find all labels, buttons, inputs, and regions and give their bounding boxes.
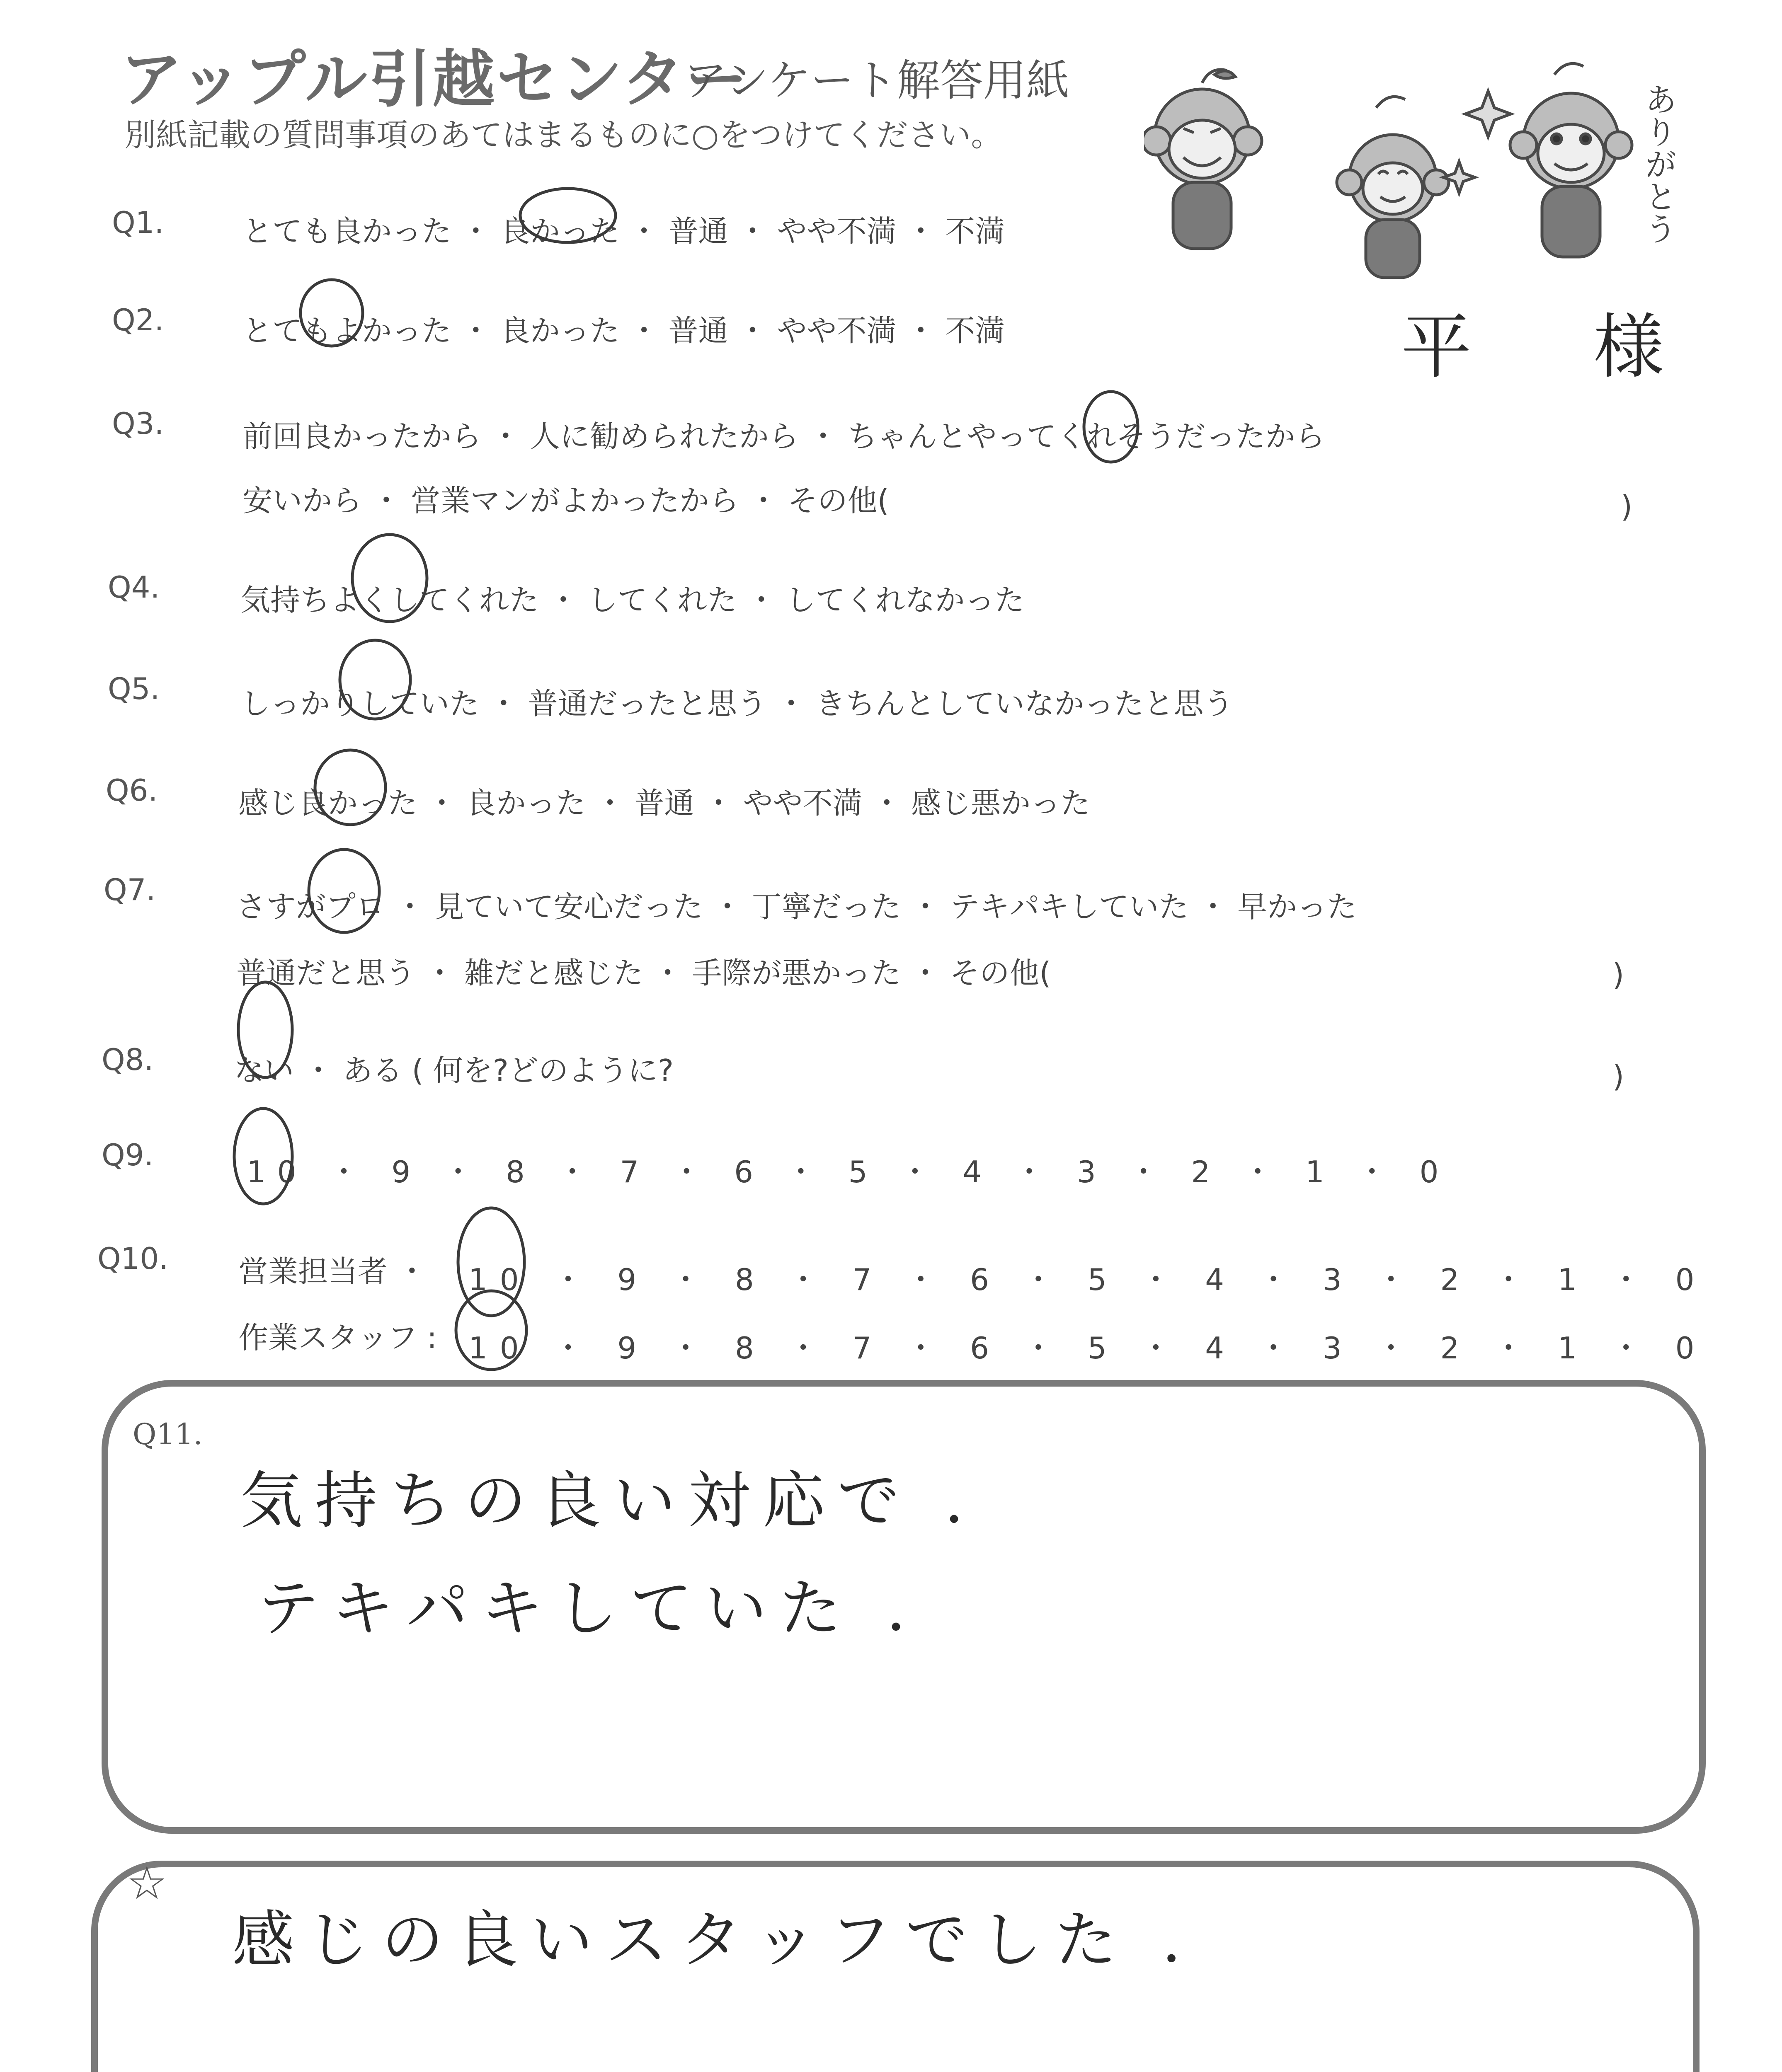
q10-sales-scale[interactable]: 10 ・ 9 ・ 8 ・ 7 ・ 6 ・ 5 ・ 4 ・ 3 ・ 2 ・ 1 ・ 0 [468, 1262, 1707, 1297]
q4-options[interactable]: 気持ちよくしてくれた ・ してくれた ・ してくれなかった [240, 583, 1025, 617]
q11-comment-line2[interactable]: テキパキしていた . [257, 1573, 919, 1645]
q10-staff-scale[interactable]: 10 ・ 9 ・ 8 ・ 7 ・ 6 ・ 5 ・ 4 ・ 3 ・ 2 ・ 1 ・ 0 [468, 1331, 1707, 1365]
q5-selection-circle [340, 640, 410, 719]
q10-sales-label: 営業担当者 ・ [238, 1254, 427, 1289]
instruction-text: 別紙記載の質問事項のあてはまるものに○をつけてください。 [124, 116, 1003, 153]
q3-options-line1[interactable]: 前回良かったから ・ 人に勧められたから ・ ちゃんとやってくれそうだったから [242, 419, 1325, 454]
q4-selection-circle [352, 535, 427, 622]
q3-label: Q3. [112, 406, 164, 441]
q8-selection-circle [238, 982, 292, 1077]
star-icon: ☆ [126, 1857, 167, 1910]
q7-selection-circle [309, 850, 379, 932]
q6-selection-circle [315, 750, 385, 825]
q1-selection-circle [520, 189, 616, 242]
q10-staff-selection-circle [456, 1291, 526, 1370]
q7-options-line1[interactable]: さすがプロ ・ 見ていて安心だった ・ 丁寧だった ・ テキパキしていた ・ 早かった [236, 889, 1357, 924]
customer-name: 平 様 [1401, 306, 1714, 388]
q4-label: Q4. [108, 570, 160, 605]
q11-comment-line1[interactable]: 気持ちの良い対応で . [240, 1465, 977, 1537]
q9-selection-circle [234, 1109, 292, 1204]
q2-label: Q2. [112, 303, 164, 337]
q11-label: Q11. [133, 1417, 203, 1451]
q10-staff-label: 作業スタッフ : [238, 1320, 437, 1355]
q6-label: Q6. [106, 773, 158, 808]
q1-label: Q1. [112, 205, 164, 240]
arigatou-text: ありがとう [1639, 83, 1677, 244]
q8-label: Q8. [102, 1042, 154, 1077]
q2-options[interactable]: とてもよかった ・ 良かった ・ 普通 ・ やや不満 ・ 不満 [242, 313, 1005, 348]
star-comment-line1[interactable]: 感じの良いスタッフでした . [232, 1904, 1194, 1976]
q7-label: Q7. [104, 872, 156, 907]
q2-selection-circle [301, 280, 363, 346]
q8-options[interactable]: ない ・ ある ( 何を?どのように? [234, 1053, 674, 1088]
q9-scale[interactable]: 10 ・ 9 ・ 8 ・ 7 ・ 6 ・ 5 ・ 4 ・ 3 ・ 2 ・ 1 ・ 0 [247, 1155, 1450, 1189]
q3-selection-circle [1084, 392, 1138, 462]
q8-close-paren: ) [1612, 1059, 1624, 1094]
form-subtitle: アンケート解答用紙 [684, 55, 1069, 106]
q3-options-line2[interactable]: 安いから ・ 営業マンがよかったから ・ その他( [242, 483, 889, 518]
q9-label: Q9. [102, 1138, 154, 1172]
q10-label: Q10. [97, 1241, 169, 1276]
q7-options-line2[interactable]: 普通だと思う ・ 雑だと感じた ・ 手際が悪かった ・ その他( [236, 956, 1051, 990]
q3-close-paren: ) [1621, 489, 1633, 524]
q5-label: Q5. [108, 671, 160, 706]
q6-options[interactable]: 感じ良かった ・ 良かった ・ 普通 ・ やや不満 ・ 感じ悪かった [238, 786, 1091, 821]
q5-options[interactable]: しっかりしていた ・ 普通だったと思う ・ きちんとしていなかったと思う [240, 686, 1234, 721]
q1-options[interactable]: とても良かった ・ 良かった ・ 普通 ・ やや不満 ・ 不満 [242, 214, 1005, 249]
q7-close-paren: ) [1612, 957, 1624, 992]
company-title: アップル引越センター [120, 44, 749, 116]
